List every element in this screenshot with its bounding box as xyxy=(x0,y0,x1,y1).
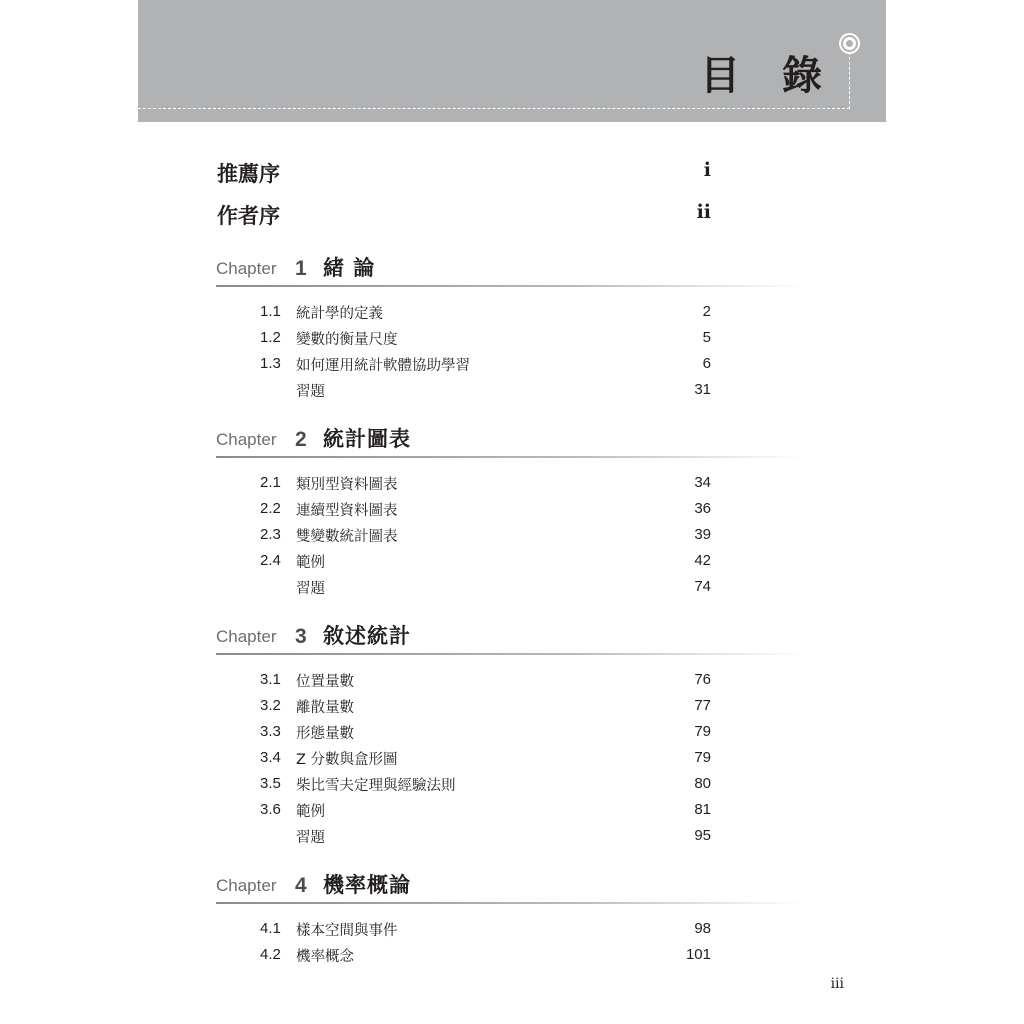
entry-number: 3.1 xyxy=(260,671,281,688)
toc-front-item[interactable] xyxy=(217,200,717,230)
entry-title: 雙變數統計圖表 xyxy=(296,529,398,545)
toc-front-item[interactable] xyxy=(217,158,717,188)
toc-entry[interactable] xyxy=(258,917,713,941)
chapter-number: 1 xyxy=(295,257,307,280)
entry-title: 範例 xyxy=(296,555,325,571)
entry-title: 習題 xyxy=(296,384,325,400)
front-item-title: 作者序 xyxy=(217,203,280,228)
entry-page: 31 xyxy=(694,381,711,398)
chapter-title: 敘述統計 xyxy=(323,623,411,648)
entry-number: 3.5 xyxy=(260,775,281,792)
header-dashed-line xyxy=(138,108,850,109)
entry-number: 2.1 xyxy=(260,474,281,491)
entry-page: 5 xyxy=(702,329,711,346)
entry-page: 80 xyxy=(694,775,711,792)
entry-page: 79 xyxy=(694,749,711,766)
chapter-title: 機率概論 xyxy=(323,872,411,897)
header-ring-icon xyxy=(841,35,858,52)
toc-entry[interactable] xyxy=(258,326,713,350)
entry-title: 形態量數 xyxy=(296,726,354,742)
entry-number: 4.1 xyxy=(260,920,281,937)
entry-page: 36 xyxy=(694,500,711,517)
toc-entry[interactable] xyxy=(258,378,713,402)
toc-entry[interactable] xyxy=(258,746,713,770)
chapter-underline xyxy=(216,456,806,458)
toc-entry[interactable] xyxy=(258,523,713,547)
toc-entry[interactable] xyxy=(258,549,713,573)
toc-entry[interactable] xyxy=(258,575,713,599)
chapter-underline xyxy=(216,285,806,287)
chapter-word: Chapter xyxy=(216,259,277,278)
entry-title: 柴比雪夫定理與經驗法則 xyxy=(296,778,456,794)
toc-entry[interactable] xyxy=(258,497,713,521)
front-item-page: ii xyxy=(696,201,711,223)
entry-page: 79 xyxy=(694,723,711,740)
toc-entry[interactable] xyxy=(258,943,713,967)
toc-entry[interactable] xyxy=(258,798,713,822)
entry-number: 4.2 xyxy=(260,946,281,963)
entry-number: 2.4 xyxy=(260,552,281,569)
entry-title: 變數的衡量尺度 xyxy=(296,332,398,348)
entry-page: 77 xyxy=(694,697,711,714)
chapter-heading[interactable] xyxy=(216,424,806,458)
entry-title: 如何運用統計軟體協助學習 xyxy=(296,358,470,374)
page-title: 目 錄 xyxy=(700,53,836,99)
entry-page: 76 xyxy=(694,671,711,688)
toc-entry[interactable] xyxy=(258,668,713,692)
entry-page: 98 xyxy=(694,920,711,937)
entry-page: 95 xyxy=(694,827,711,844)
toc-entry[interactable] xyxy=(258,720,713,744)
entry-number: 2.2 xyxy=(260,500,281,517)
toc-entry[interactable] xyxy=(258,352,713,376)
entry-title: 樣本空間與事件 xyxy=(296,923,398,939)
entry-page: 34 xyxy=(694,474,711,491)
chapter-underline xyxy=(216,902,806,904)
entry-title: 範例 xyxy=(296,804,325,820)
toc-entry[interactable] xyxy=(258,772,713,796)
entry-number: 3.3 xyxy=(260,723,281,740)
chapter-title: 統計圖表 xyxy=(323,426,411,451)
entry-number: 1.3 xyxy=(260,355,281,372)
entry-page: 6 xyxy=(702,355,711,372)
chapter-underline xyxy=(216,653,806,655)
toc-entry[interactable] xyxy=(258,694,713,718)
entry-title: 習題 xyxy=(296,581,325,597)
entry-title: 類別型資料圖表 xyxy=(296,477,398,493)
chapter-word: Chapter xyxy=(216,430,277,449)
toc-entry[interactable] xyxy=(258,471,713,495)
chapter-number: 3 xyxy=(295,625,307,648)
entry-title: 機率概念 xyxy=(296,949,354,965)
entry-number: 1.2 xyxy=(260,329,281,346)
toc-entry[interactable] xyxy=(258,824,713,848)
chapter-word: Chapter xyxy=(216,627,277,646)
entry-number: 3.6 xyxy=(260,801,281,818)
entry-number: 3.4 xyxy=(260,749,281,766)
chapter-word: Chapter xyxy=(216,876,277,895)
entry-title: 統計學的定義 xyxy=(296,306,383,322)
entry-title: Z 分數與盒形圖 xyxy=(296,752,398,768)
chapter-number: 4 xyxy=(295,874,307,897)
front-item-page: i xyxy=(703,159,711,181)
chapter-heading[interactable] xyxy=(216,253,806,287)
entry-number: 1.1 xyxy=(260,303,281,320)
front-item-title: 推薦序 xyxy=(217,161,280,186)
page-folio: iii xyxy=(830,976,844,992)
chapter-heading[interactable] xyxy=(216,870,806,904)
entry-title: 連續型資料圖表 xyxy=(296,503,398,519)
header-dashed-vertical-line xyxy=(849,52,850,109)
entry-page: 74 xyxy=(694,578,711,595)
entry-page: 39 xyxy=(694,526,711,543)
chapter-number: 2 xyxy=(295,428,307,451)
entry-page: 101 xyxy=(685,946,711,963)
entry-number: 3.2 xyxy=(260,697,281,714)
entry-title: 習題 xyxy=(296,830,325,846)
entry-page: 2 xyxy=(702,303,711,320)
chapter-heading[interactable] xyxy=(216,621,806,655)
entry-title: 位置量數 xyxy=(296,674,354,690)
entry-page: 81 xyxy=(694,801,711,818)
entry-page: 42 xyxy=(694,552,711,569)
toc-entry[interactable] xyxy=(258,300,713,324)
chapter-title: 緒 論 xyxy=(323,255,376,280)
entry-title: 離散量數 xyxy=(296,700,354,716)
entry-number: 2.3 xyxy=(260,526,281,543)
